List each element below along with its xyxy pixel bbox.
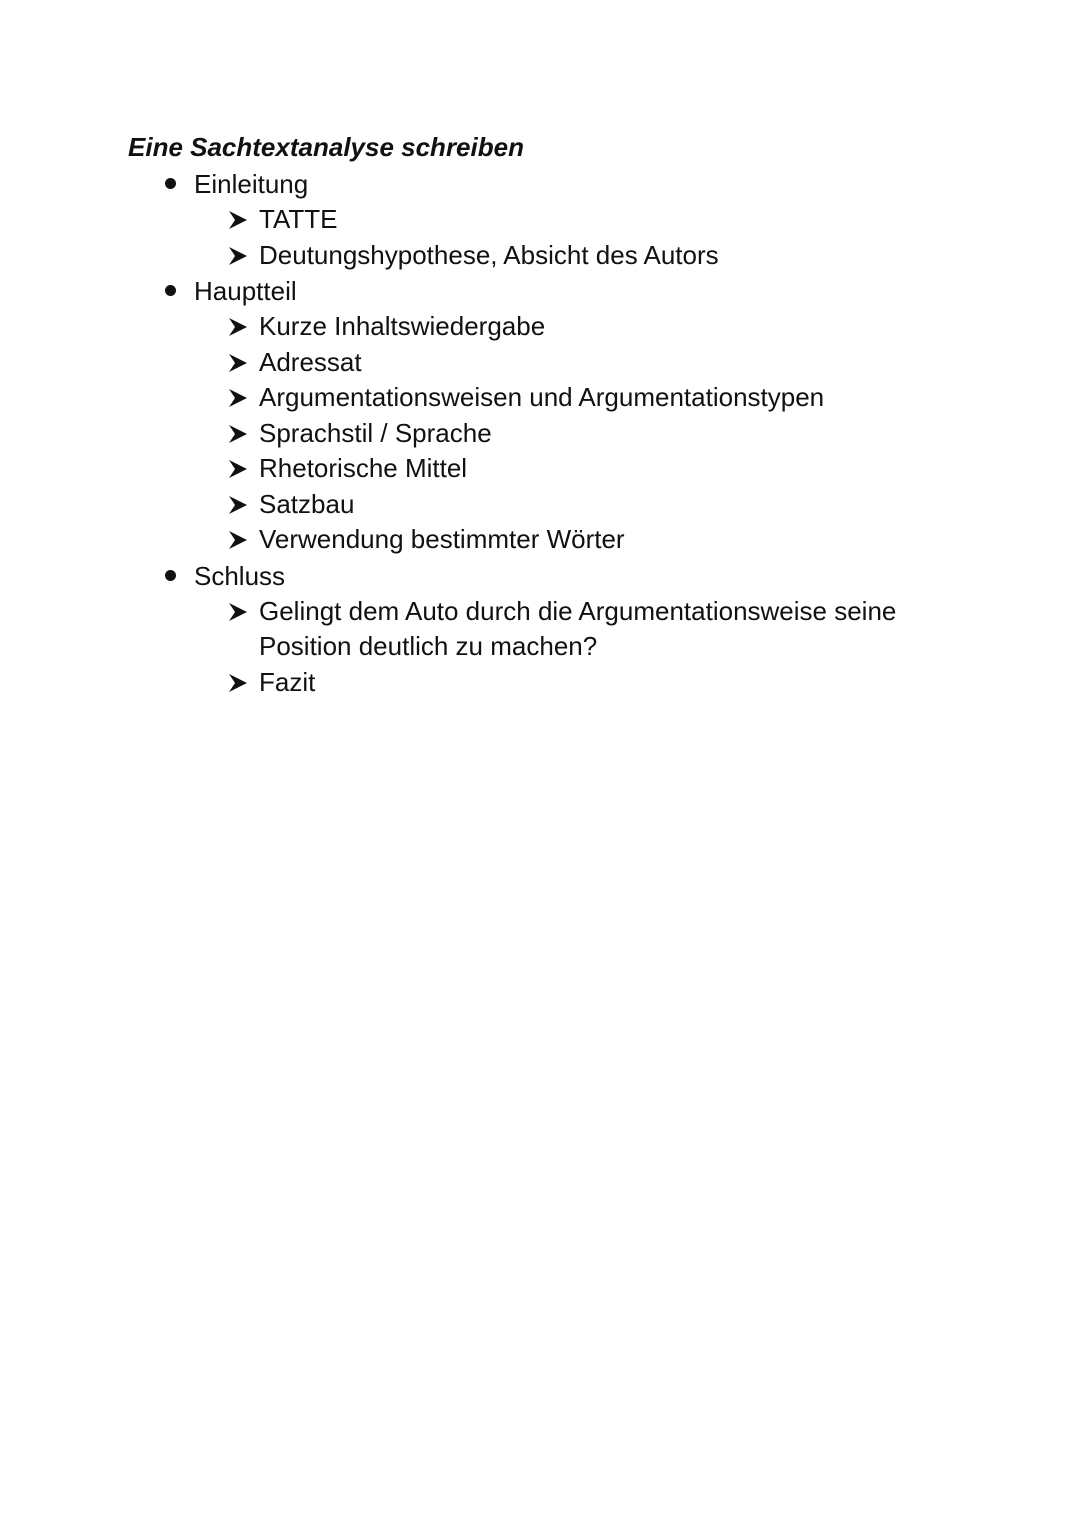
list-item — [228, 487, 949, 523]
list-item-text: Argumentationsweisen und Argumentationstypen — [259, 382, 825, 412]
list-item-text: Deutungshypothese, Absicht des Autors — [259, 239, 719, 270]
list-item — [228, 416, 949, 452]
list-item — [228, 380, 949, 416]
list-item-text: Kurze Inhaltswiedergabe — [259, 311, 546, 341]
section-heading — [160, 273, 949, 309]
arrowhead-bullet-icon — [228, 246, 248, 266]
item-list — [160, 309, 949, 558]
arrowhead-bullet-icon — [228, 673, 248, 693]
list-item — [228, 522, 949, 558]
bullet-icon — [165, 285, 176, 296]
section-list — [160, 166, 949, 700]
document-title: Eine Sachtextanalyse schreiben — [128, 132, 524, 162]
list-item-text: Verwendung bestimmter Wörter — [259, 524, 625, 554]
list-item-text: TATTE — [259, 204, 338, 234]
arrowhead-bullet-icon — [228, 602, 248, 622]
arrowhead-bullet-icon — [228, 530, 248, 550]
list-item — [228, 594, 949, 665]
section-heading — [160, 558, 949, 594]
bullet-icon — [165, 570, 176, 581]
section-hauptteil — [160, 273, 949, 558]
list-item-text: Adressat — [259, 346, 362, 377]
list-item — [228, 665, 949, 701]
list-item-text: Rhetorische Mittel — [259, 453, 468, 483]
item-list — [160, 202, 949, 273]
item-list — [160, 594, 949, 701]
arrowhead-bullet-icon — [228, 210, 248, 230]
section-heading-label: Hauptteil — [194, 276, 297, 306]
arrowhead-bullet-icon — [228, 459, 248, 479]
section-schluss — [160, 558, 949, 701]
bullet-icon — [165, 178, 176, 189]
arrowhead-bullet-icon — [228, 424, 248, 444]
arrowhead-bullet-icon — [228, 317, 248, 337]
list-item-text: Sprachstil / Sprache — [259, 417, 492, 448]
section-heading — [160, 166, 949, 202]
arrowhead-bullet-icon — [228, 495, 248, 515]
list-item-text: Fazit — [259, 666, 316, 697]
section-einleitung — [160, 166, 949, 273]
list-item — [228, 238, 949, 274]
list-item — [228, 451, 949, 487]
list-item-text: Satzbau — [259, 488, 355, 519]
list-item — [228, 202, 949, 238]
list-item — [228, 309, 949, 345]
list-item-text: Gelingt dem Auto durch die Argumentationsweise seine Position deutlich zu machen? — [259, 595, 897, 661]
section-heading-label: Schluss — [194, 560, 286, 591]
section-heading-label: Einleitung — [194, 169, 309, 199]
arrowhead-bullet-icon — [228, 353, 248, 373]
list-item — [228, 345, 949, 381]
arrowhead-bullet-icon — [228, 388, 248, 408]
